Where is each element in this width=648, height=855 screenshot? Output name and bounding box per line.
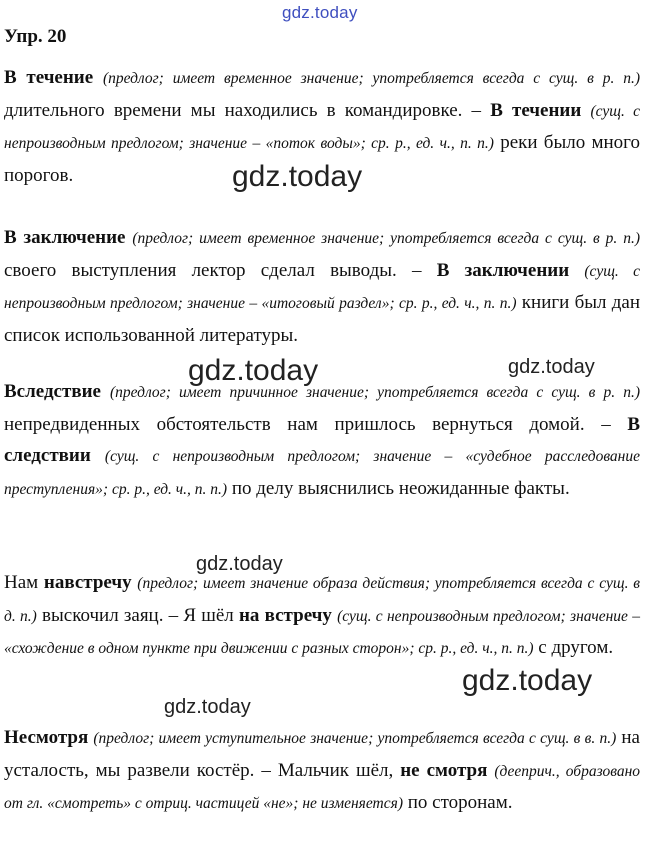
grammar-note: (предлог; имеет значение образа действия; употребляется всегда с сущ. в д. п.) bbox=[4, 575, 640, 625]
sentence-text: с другом. bbox=[533, 637, 614, 658]
sentence-text: книги был дан список использованной литературы. bbox=[4, 292, 640, 346]
grammar-note: (предлог; имеет причинное значение; употребляется всегда с сущ. в р. п.) bbox=[109, 384, 640, 401]
term-noun: на встречу bbox=[238, 604, 332, 626]
sentence-text: выскочил заяц. – Я шёл bbox=[36, 604, 239, 626]
sentence-text: по делу выяснились неожиданные факты. bbox=[227, 477, 570, 499]
term-preposition: навстречу bbox=[43, 572, 132, 593]
grammar-note: (предлог; имеет временное значение; употребляется всегда с сущ. в р. п.) bbox=[102, 70, 640, 87]
exercise-title: Упр. 20 bbox=[4, 26, 67, 47]
watermark: gdz.today bbox=[462, 664, 593, 697]
grammar-note: (предлог; имеет уступительное значение; употребляется всегда с сущ. в в. п.) bbox=[93, 730, 617, 747]
term-noun: В заключении bbox=[436, 259, 570, 281]
sentence-text: своего выступления лектор сделал выводы. – bbox=[4, 259, 437, 281]
term-gerund: не смотря bbox=[400, 759, 488, 781]
sentence-text: Нам bbox=[4, 572, 44, 593]
watermark-top: gdz.today bbox=[282, 3, 358, 22]
term-preposition: Несмотря bbox=[4, 727, 89, 748]
paragraph-vsledstvie bbox=[4, 376, 640, 505]
watermark: gdz.today bbox=[508, 356, 595, 378]
sentence-text: на усталость, мы развели костёр. – Мальчик шёл, bbox=[4, 727, 640, 781]
grammar-note: (сущ. с непроизводным предлогом; значение – «схождение в одном пункте при движении с разных сторон»; ср. р., ед. ч., п. п.) bbox=[4, 607, 640, 657]
sentence-text: длительного времени мы находились в командировке. – bbox=[4, 99, 491, 121]
grammar-note: (сущ. с непроизводным предлогом; значение – «судебное расследование преступления»; ср. р., ед. ч., п. п.) bbox=[4, 448, 641, 498]
sentence-text: непредвиденных обстоятельств нам пришлось вернуться домой. – bbox=[4, 413, 628, 435]
grammar-note: (сущ. с непроизводным предлогом; значение – «итоговый раздел»; ср. р., ед. ч., п. п.) bbox=[4, 262, 641, 312]
sentence-text: по сторонам. bbox=[402, 792, 513, 813]
watermark: gdz.today bbox=[188, 354, 319, 387]
paragraph-v-zaklyuchenie bbox=[4, 222, 640, 351]
grammar-note: (предлог; имеет временное значение; употребляется всегда с сущ. в р. п.) bbox=[132, 230, 641, 247]
watermark: gdz.today bbox=[232, 160, 363, 193]
term-preposition: В заключение bbox=[4, 227, 126, 248]
watermark: gdz.today bbox=[196, 553, 283, 575]
term-preposition: Вследствие bbox=[4, 381, 101, 402]
term-preposition: В течение bbox=[4, 67, 94, 88]
grammar-note: (дееприч., образовано от гл. «смотреть» с отриц. частицей «не»; не изменяется) bbox=[4, 762, 641, 812]
paragraph-v-techenie bbox=[4, 62, 640, 191]
term-noun: В следствии bbox=[4, 413, 640, 466]
paragraph-navstrechu bbox=[4, 567, 640, 665]
paragraph-nesmotrya bbox=[4, 722, 640, 820]
sentence-text: реки было много порогов. bbox=[4, 132, 640, 186]
term-noun: В течении bbox=[490, 99, 582, 121]
watermark: gdz.today bbox=[164, 696, 251, 718]
grammar-note: (сущ. с непроизводным предлогом; значение – «поток воды»; ср. р., ед. ч., п. п.) bbox=[4, 102, 641, 152]
